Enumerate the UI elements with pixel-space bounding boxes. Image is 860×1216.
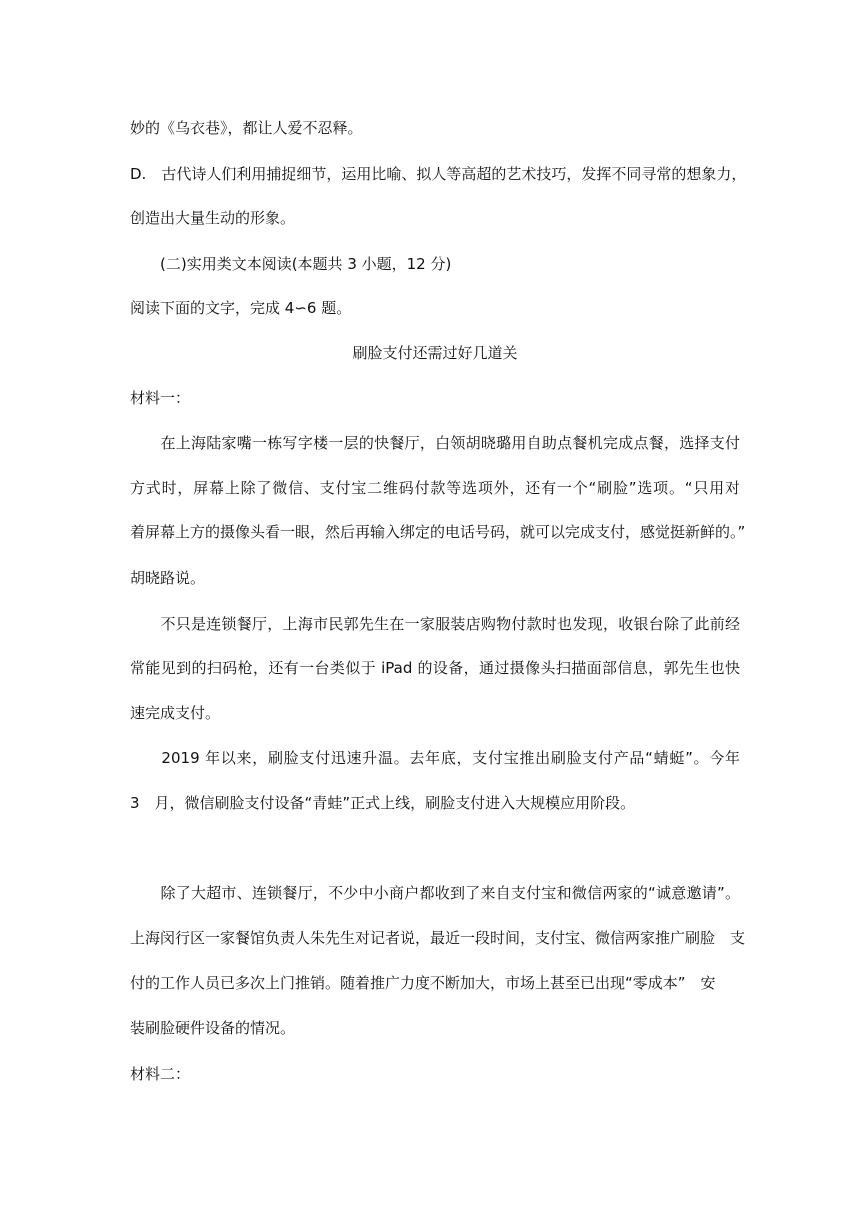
option-d-line: D. 古代诗人们利用捕捉细节，运用比喻、拟人等高超的艺术技巧，发挥不同寻常的想象力， [130,165,747,183]
material-one-label: 材料一： [130,389,191,407]
paragraph-line: 付的工作人员已多次上门推销。随着推广力度不断加大，市场上甚至已出现“零成本” 安 [130,974,716,992]
material-two-label: 材料二： [130,1065,191,1083]
paragraph-line: 着屏幕上方的摄像头看一眼，然后再输入绑定的电话号码，就可以完成支付，感觉挺新鲜的。” [130,523,746,541]
paragraph-line: 常能见到的扫码枪，还有一台类似于 iPad 的设备，通过摄像头扫描面部信息，郭先生也快 [130,659,740,677]
instruction-line: 阅读下面的文字，完成 4∽6 题。 [130,299,352,317]
paragraph-line: 胡晓路说。 [130,569,206,587]
paragraph-line: 方式时，屏幕上除了微信、支付宝二维码付款等选项外，还有一个“刷脸”选项。“只用对 [130,479,740,497]
paragraph-line: 2019 年以来，刷脸支付迅速升温。去年底，支付宝推出刷脸支付产品“蜻蜓”。今年 [130,749,740,767]
section-heading: (二)实用类文本阅读(本题共 3 小题，12 分) [130,255,452,273]
paragraph-line: 3 月，微信刷脸支付设备“青蛙”正式上线，刷脸支付进入大规模应用阶段。 [130,794,636,812]
paragraph-line: 速完成支付。 [130,704,221,722]
paragraph-line: 除了大超市、连锁餐厅，不少中小商户都收到了来自支付宝和微信两家的“诚意邀请”。 [130,884,740,902]
paragraph-line: 装刷脸硬件设备的情况。 [130,1019,296,1037]
paragraph-line: 上海闵行区一家餐馆负责人朱先生对记者说，最近一段时间，支付宝、微信两家推广刷脸 支 [130,929,746,947]
paragraph-line: 不只是连锁餐厅，上海市民郭先生在一家服装店购物付款时也发现，收银台除了此前经 [130,615,740,633]
text-line: 创造出大量生动的形象。 [130,209,296,227]
article-title: 刷脸支付还需过好几道关 [352,344,518,362]
text-line: 妙的《乌衣巷》，都让人爱不忍释。 [130,119,363,137]
paragraph-line: 在上海陆家嘴一栋写字楼一层的快餐厅，白领胡晓璐用自助点餐机完成点餐，选择支付 [130,434,740,452]
